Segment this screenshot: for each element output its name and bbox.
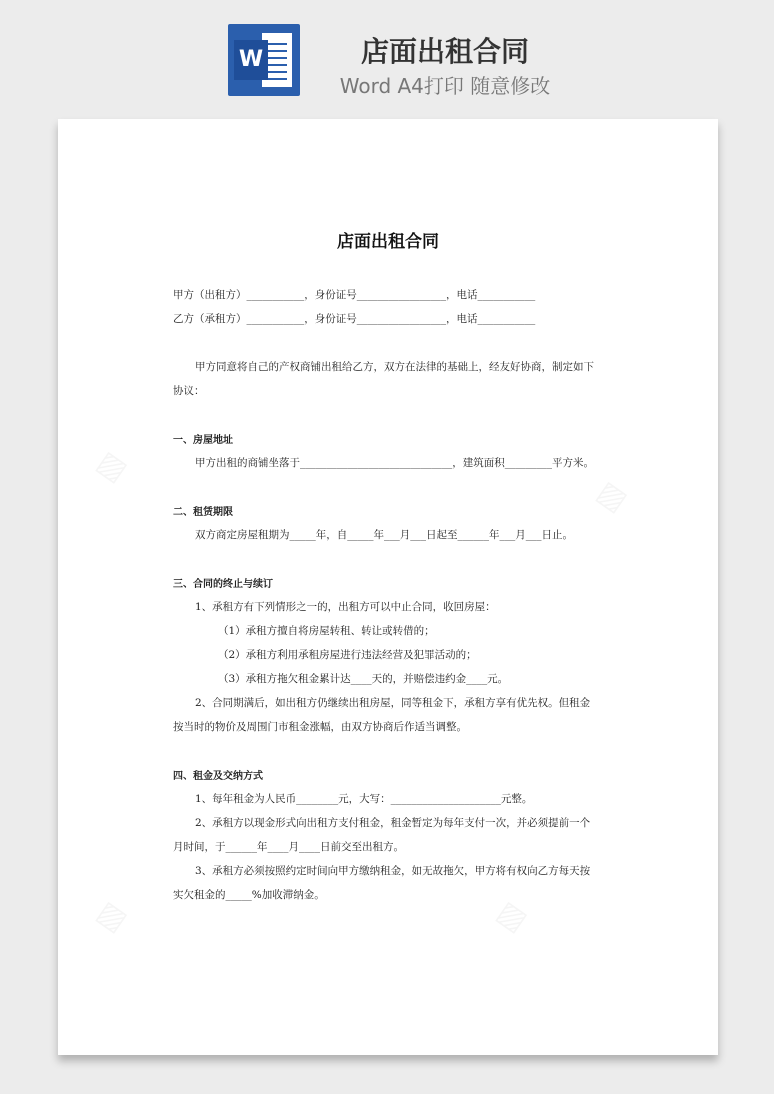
banner <box>0 0 774 118</box>
section-heading: 一、房屋地址 <box>173 435 233 446</box>
clause-line: 按当时的物价及周围门市租金涨幅，由双方协商后作适当调整。 <box>173 721 467 733</box>
word-icon-letter: W <box>234 40 268 80</box>
section-heading: 四、租金及交纳方式 <box>173 771 263 782</box>
section-heading: 二、租赁期限 <box>173 507 233 518</box>
section-heading: 三、合同的终止与续订 <box>173 579 273 590</box>
subclause-line: （3）承租方拖欠租金累计达____天的，并赔偿违约金____元。 <box>218 673 509 685</box>
watermark-mark <box>591 474 634 519</box>
watermark-mark <box>91 444 134 489</box>
watermark-mark <box>91 894 134 939</box>
subclause-line: （2）承租方利用承租房屋进行违法经营及犯罪活动的； <box>218 649 477 661</box>
section-line: 双方商定房屋租期为_____年，自_____年___月___日起至______年___月___日止。 <box>195 529 573 541</box>
document-title: 店面出租合同 <box>337 232 439 252</box>
party-b-line: 乙方（承租方）___________，身份证号_________________，电话___________ <box>173 313 536 325</box>
clause-line: 2、承租方以现金形式向出租方支付租金，租金暂定为每年支付一次，并必须提前一个 <box>195 817 591 829</box>
watermark-mark <box>491 894 534 939</box>
section-line: 甲方出租的商铺坐落于_____________________________，建筑面积_________平方米。 <box>195 457 594 469</box>
clause-line: 实欠租金的_____%加收滞纳金。 <box>173 889 325 901</box>
clause-line: 1、每年租金为人民币________元，大写：_____________________元整。 <box>195 793 533 805</box>
clause-line: 1、承租方有下列情形之一的，出租方可以中止合同，收回房屋： <box>195 601 496 613</box>
intro-line: 协议： <box>173 385 205 397</box>
party-a-line: 甲方（出租方）___________，身份证号_________________，电话___________ <box>173 289 536 301</box>
banner-title: 店面出租合同 <box>360 35 529 68</box>
clause-line: 月时间，于______年____月____日前交至出租方。 <box>173 841 404 853</box>
clause-line: 2、合同期满后，如出租方仍继续出租房屋，同等租金下，承租方享有优先权。但租金 <box>195 697 591 709</box>
intro-line: 甲方同意将自己的产权商铺出租给乙方，双方在法律的基础上，经友好协商，制定如下 <box>195 361 594 373</box>
subclause-line: （1）承租方擅自将房屋转租、转让或转借的； <box>218 625 435 637</box>
clause-line: 3、承租方必须按照约定时间向甲方缴纳租金，如无故拖欠，甲方将有权向乙方每天按 <box>195 865 591 877</box>
word-icon <box>228 24 300 96</box>
document-page <box>58 119 718 1055</box>
banner-subtitle: Word A4打印 随意修改 <box>339 74 551 98</box>
